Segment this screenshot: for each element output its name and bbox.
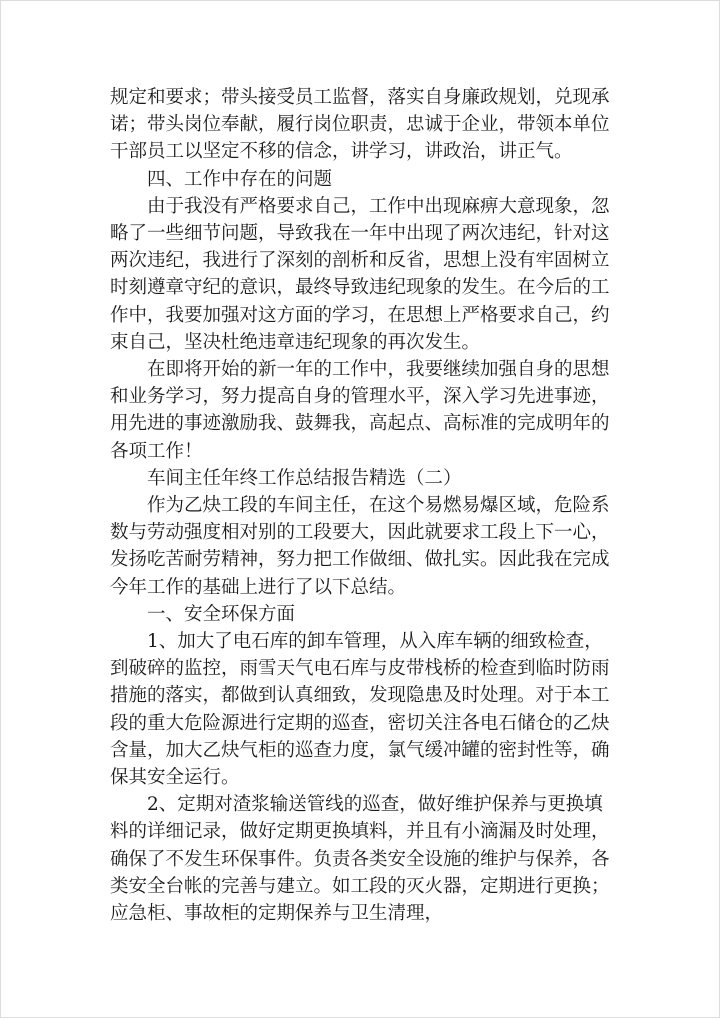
report-title-two: 车间主任年终工作总结报告精选（二） — [147, 467, 462, 489]
document-body — [110, 84, 610, 927]
section-heading-safety: 一、安全环保方面 — [147, 603, 296, 625]
paragraph-item-2: 2、定期对渣浆输送管线的巡查，做好维护保养与更换填料的详细记录，做好定期更换填料，并且有小滴漏及时处理，确保了不发生环保事件。负责各类安全设施的维护与保养，各类安全台帐的完善与建立。如工段的灭火器，定期进行更换；应急柜、事故柜的定期保养与卫生清理， — [110, 794, 610, 925]
paragraph-problems: 由于我没有严格要求自己，工作中出现麻痹大意现象，忽略了一些细节问题，导致我在一年中出现了两次违纪，针对这两次违纪，我进行了深刻的剖析和反省，思想上没有牢固树立时刻遵章守纪的意识，最终导致违纪现象的发生。在今后的工作中，我要加强对这方面的学习，在思想上严格要求自己，约束自己，坚决杜绝违章违纪现象的再次发生。 — [110, 195, 610, 353]
paragraph-item-1: 1、加大了电石库的卸车管理，从入库车辆的细致检查，到破碎的监控，雨雪天气电石库与皮带栈桥的检查到临时防雨措施的落实，都做到认真细致，发现隐患及时处理。对于本工段的重大危险源进行定期的巡查，密切关注各电石储仓的乙炔含量，加大乙炔气柜的巡查力度，氯气缓冲罐的密封性等，确保其安全运行。 — [110, 631, 610, 789]
paragraph-commitments: 规定和要求；带头接受员工监督，落实自身廉政规划，兑现承诺；带头岗位奉献，履行岗位职责，忠诚于企业，带领本单位干部员工以坚定不移的信念，讲学习，讲政治，讲正气。 — [110, 87, 610, 163]
paragraph-next-year: 在即将开始的新一年的工作中，我要继续加强自身的思想和业务学习，努力提高自身的管理水平，深入学习先进事迹，用先进的事迹激励我、鼓舞我，高起点、高标准的完成明年的各项工作！ — [110, 359, 610, 462]
section-heading-problems: 四、工作中存在的问题 — [147, 168, 333, 190]
paragraph-intro: 作为乙炔工段的车间主任，在这个易燃易爆区域，危险系数与劳动强度相对别的工段要大，因此就要求工段上下一心，发扬吃苦耐劳精神，努力把工作做细、做扎实。因此我在完成今年工作的基础上进行了以下总结。 — [110, 495, 610, 598]
